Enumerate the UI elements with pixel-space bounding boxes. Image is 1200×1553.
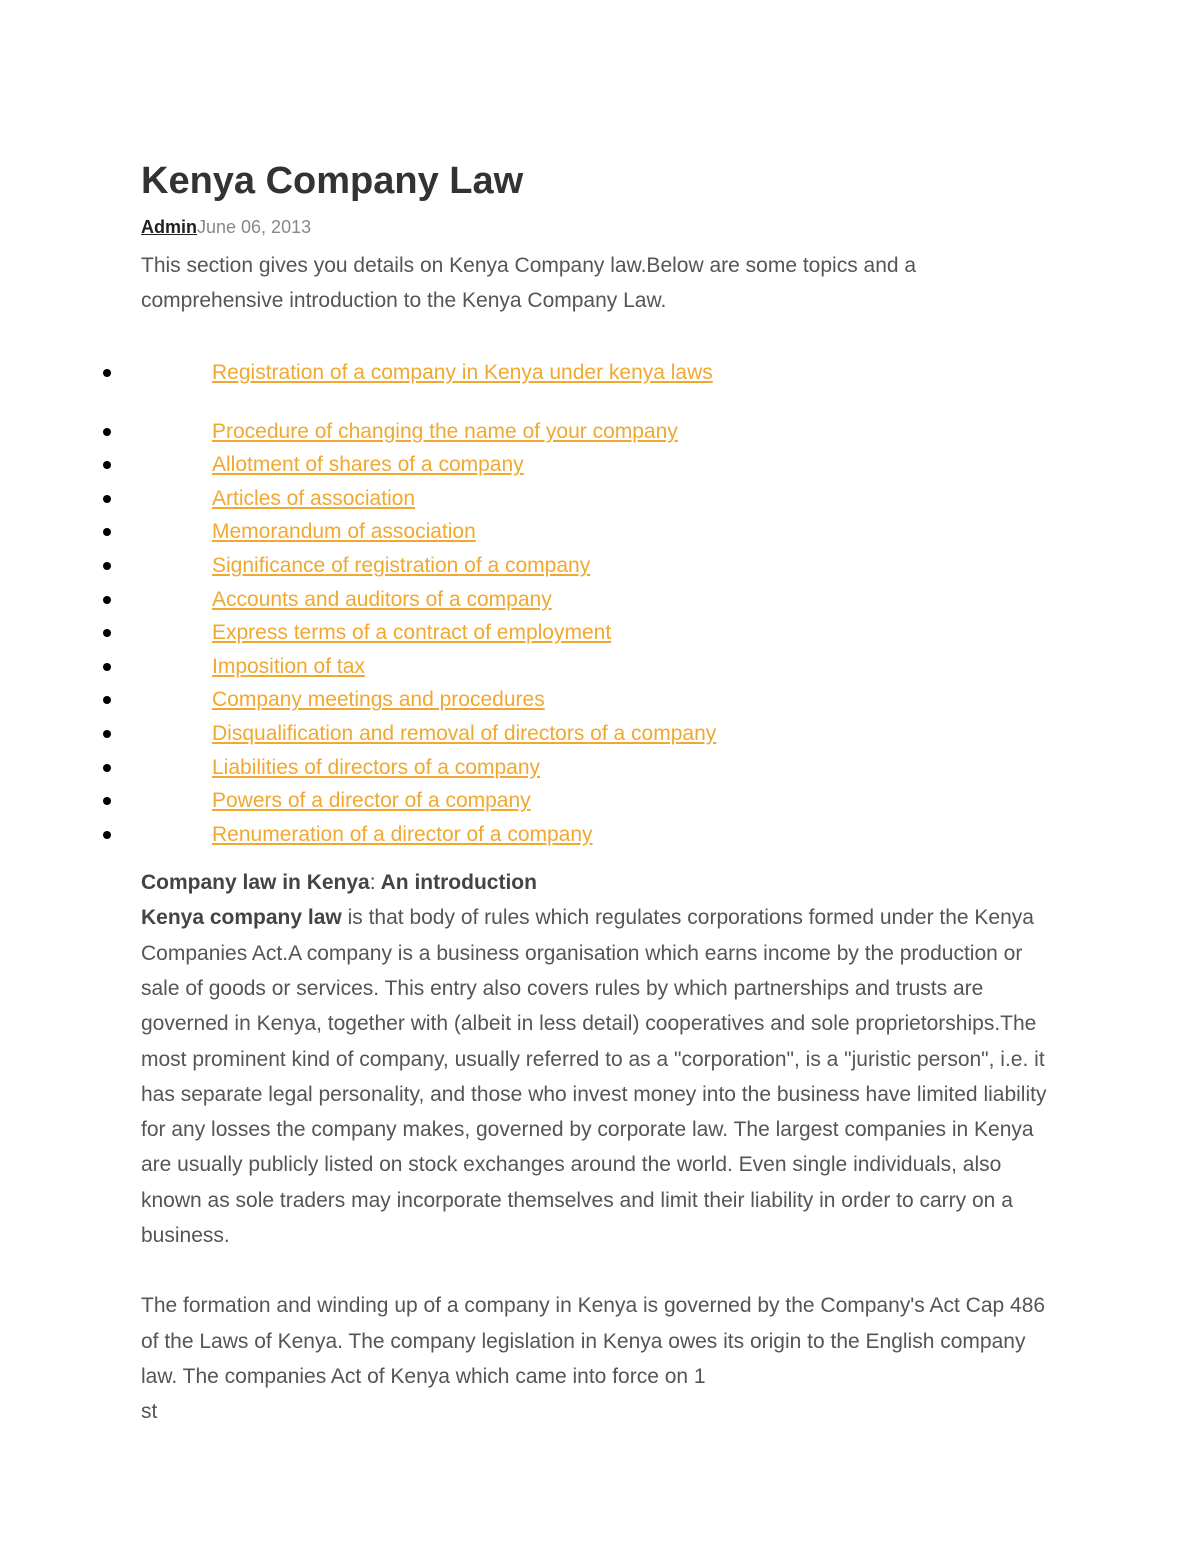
bullet-icon <box>103 764 111 772</box>
publish-date: June 06, 2013 <box>197 217 312 237</box>
bullet-icon <box>103 461 111 469</box>
list-item <box>0 818 1060 852</box>
list-item <box>0 549 1060 583</box>
bullet-icon <box>103 596 111 604</box>
list-item <box>0 717 1060 751</box>
bullet-icon <box>103 797 111 805</box>
bullet-icon <box>103 495 111 503</box>
bullet-icon <box>103 831 111 839</box>
document-page <box>141 160 1061 1429</box>
bullet-icon <box>103 696 111 704</box>
bullet-icon <box>103 629 111 637</box>
bullet-icon <box>103 369 111 377</box>
section-heading-colon: : <box>369 871 376 895</box>
intro-paragraph: This section gives you details on Kenya Company law.Below are some topics and a comprehensive introduction to the Kenya Company Law. <box>141 254 917 312</box>
bullet-icon <box>103 663 111 671</box>
section-heading-part2: An introduction <box>375 871 537 895</box>
topic-link[interactable]: Accounts and auditors of a company <box>212 587 552 611</box>
bullet-icon <box>103 528 111 536</box>
article-meta <box>141 216 1061 238</box>
ordinal-suffix: st <box>141 1400 158 1424</box>
list-item <box>0 482 1060 516</box>
topic-link[interactable]: Registration of a company in Kenya under kenya laws <box>212 361 713 384</box>
section-heading <box>141 865 1061 900</box>
list-item <box>0 448 1060 482</box>
topic-link[interactable]: Renumeration of a director of a company <box>212 822 593 846</box>
body-paragraph <box>141 1288 1061 1429</box>
page-title: Kenya Company Law <box>141 160 524 202</box>
paragraph-text: is that body of rules which regulates corporations formed under the Kenya Companies Act.A company is a business organisation which earns income by the production or sale of goods or services. This entry also covers rules by which partnerships and trusts are governed in Kenya, together with (albeit in less detail) cooperatives and sole proprietorships.The most prominent kind of company, usually referred to as a "corporation", is a "juristic person", i.e. it has separate legal personality, and those who invest money into the business have limited liability for any losses the company makes, governed by corporate law. The largest companies in Kenya are usually publicly listed on stock exchanges around the world. Even single individuals, also known as sole traders may incorporate themselves and limit their liability in order to carry on a business. <box>141 906 1047 1247</box>
bullet-icon <box>103 730 111 738</box>
bold-term: Kenya company law <box>141 906 342 930</box>
topic-link[interactable]: Imposition of tax <box>212 654 365 678</box>
list-item <box>0 356 1060 390</box>
author-link[interactable]: Admin <box>141 217 197 237</box>
topic-link[interactable]: Memorandum of association <box>212 520 476 544</box>
topic-link[interactable]: Liabilities of directors of a company <box>212 755 540 779</box>
list-item <box>0 751 1060 785</box>
body-paragraph <box>141 900 1061 1253</box>
list-item <box>0 683 1060 717</box>
list-item <box>0 650 1060 684</box>
topics-list <box>0 356 1060 851</box>
list-item <box>0 784 1060 818</box>
topic-link[interactable]: Procedure of changing the name of your company <box>212 419 678 443</box>
topic-link[interactable]: Company meetings and procedures <box>212 688 545 712</box>
list-item <box>0 583 1060 617</box>
topic-link[interactable]: Allotment of shares of a company <box>212 453 524 477</box>
list-item <box>0 515 1060 549</box>
topic-link[interactable]: Disqualification and removal of directors of a company <box>212 721 717 745</box>
topic-link[interactable]: Powers of a director of a company <box>212 789 531 813</box>
topic-link[interactable]: Significance of registration of a company <box>212 553 591 577</box>
section-heading-part1: Company law in Kenya <box>141 871 370 895</box>
topic-link[interactable]: Articles of association <box>212 486 416 510</box>
bullet-icon <box>103 428 111 436</box>
bullet-icon <box>103 562 111 570</box>
list-item <box>0 415 1060 449</box>
paragraph-text: The formation and winding up of a company in Kenya is governed by the Company's Act Cap 486 of the Laws of Kenya. The company legislation in Kenya owes its origin to the English company law. The companies Act of Kenya which came into force on 1 <box>141 1294 1046 1388</box>
topic-link[interactable]: Express terms of a contract of employment <box>212 621 612 645</box>
list-item <box>0 616 1060 650</box>
